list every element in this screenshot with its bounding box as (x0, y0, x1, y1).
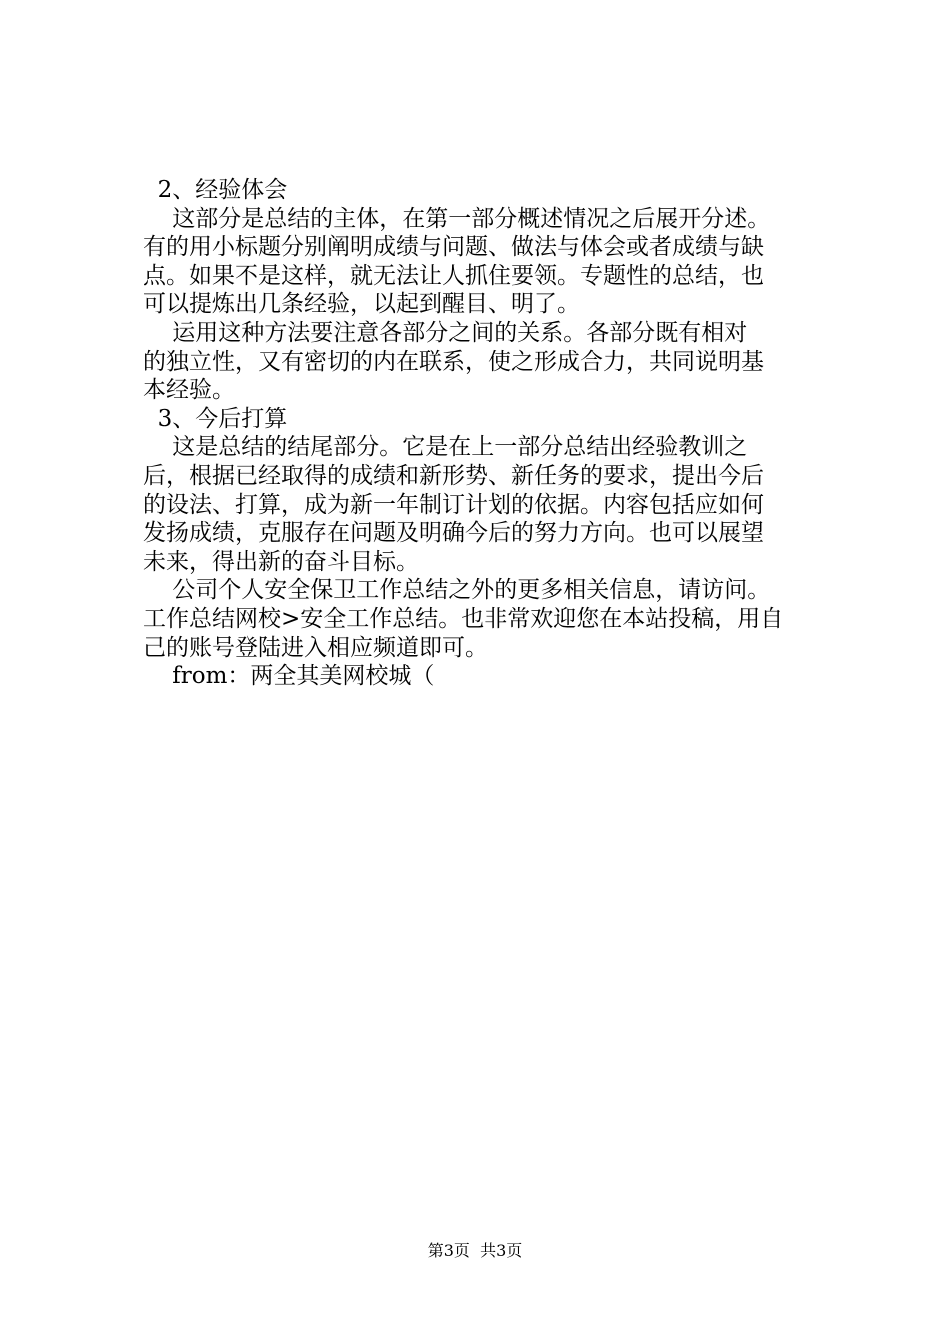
paragraph-line: 工作总结网校>安全工作总结。也非常欢迎您在本站投稿，用自 (143, 605, 784, 632)
paragraph-line: 点。如果不是这样，就无法让人抓住要领。专题性的总结，也 (143, 262, 764, 289)
document-body (143, 176, 843, 691)
heading-future-plans: 3、今后打算 (143, 405, 288, 432)
paragraph-line: 可以提炼出几条经验，以起到醒目、明了。 (143, 291, 580, 318)
paragraph-line: 未来，得出新的奋斗目标。 (143, 548, 419, 575)
paragraph-line: 发扬成绩，克服存在问题及明确今后的努力方向。也可以展望 (143, 520, 764, 547)
page-number-footer: 第3页 共3页 (427, 1241, 523, 1260)
heading-experience: 2、经验体会 (143, 177, 288, 203)
paragraph-line: 的设法、打算，成为新一年制订计划的依据。内容包括应如何 (143, 491, 764, 518)
paragraph-line: 己的账号登陆进入相应频道即可。 (143, 634, 488, 661)
paragraph-line: 这部分是总结的主体，在第一部分概述情况之后展开分述。 (143, 205, 771, 232)
paragraph-line: 这是总结的结尾部分。它是在上一部分总结出经验教训之 (143, 434, 748, 461)
paragraph-line: 有的用小标题分别阐明成绩与问题、做法与体会或者成绩与缺 (143, 234, 764, 261)
paragraph-line: 本经验。 (143, 377, 235, 404)
paragraph-line: 运用这种方法要注意各部分之间的关系。各部分既有相对 (143, 319, 748, 346)
source-line: from：两全其美网校城（ (143, 663, 435, 690)
paragraph-line: 的独立性，又有密切的内在联系，使之形成合力，共同说明基 (143, 348, 764, 375)
paragraph-line: 后，根据已经取得的成绩和新形势、新任务的要求，提出今后 (143, 462, 764, 489)
paragraph-line: 公司个人安全保卫工作总结之外的更多相关信息，请访问。 (143, 577, 771, 604)
